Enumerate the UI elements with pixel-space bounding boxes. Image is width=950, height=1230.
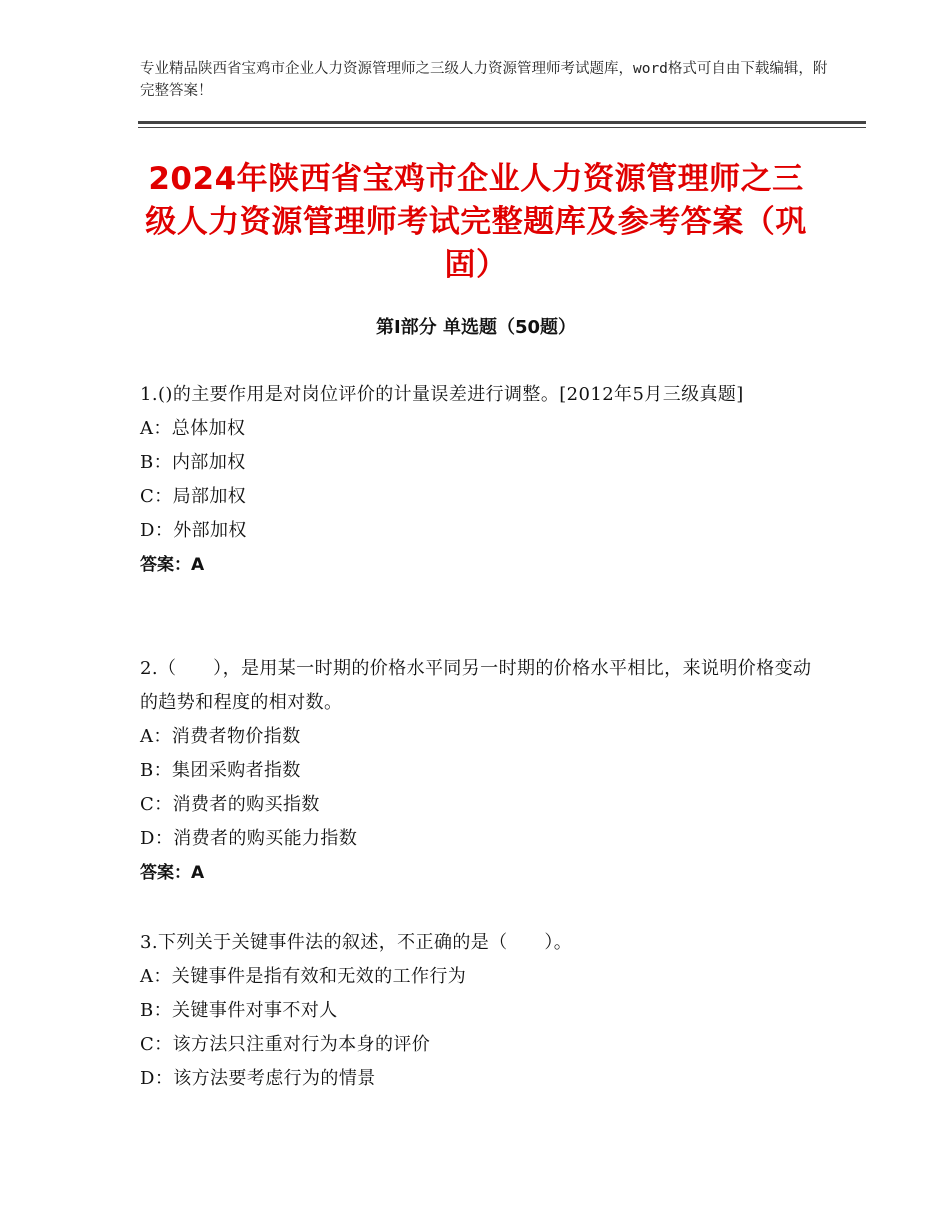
question-2 xyxy=(140,652,820,890)
option-a: A：关键事件是指有效和无效的工作行为 xyxy=(140,966,467,987)
question-stem: 1.()的主要作用是对岗位评价的计量误差进行调整。[2012年5月三级真题] xyxy=(140,384,744,405)
option-d: D：外部加权 xyxy=(140,520,247,541)
option-b: B：关键事件对事不对人 xyxy=(140,1000,338,1021)
question-3 xyxy=(140,926,820,1096)
option-d: D：该方法要考虑行为的情景 xyxy=(140,1068,376,1089)
option-b: B：内部加权 xyxy=(140,452,246,473)
answer-label: 答案：A xyxy=(140,555,205,575)
option-d: D：消费者的购买能力指数 xyxy=(140,828,358,849)
question-1 xyxy=(140,378,820,582)
option-c: C：消费者的购买指数 xyxy=(140,794,320,815)
header-divider-thin xyxy=(138,127,866,128)
option-a: A：消费者物价指数 xyxy=(140,726,301,747)
answer-label: 答案：A xyxy=(140,863,205,883)
option-a: A：总体加权 xyxy=(140,418,246,439)
header-note: 专业精品陕西省宝鸡市企业人力资源管理师之三级人力资源管理师考试题库，word格式可自由下载编辑，附完整答案！ xyxy=(140,61,828,99)
question-stem: 3.下列关于关键事件法的叙述，不正确的是（ ）。 xyxy=(140,932,573,953)
option-c: C：该方法只注重对行为本身的评价 xyxy=(140,1034,431,1055)
option-b: B：集团采购者指数 xyxy=(140,760,301,781)
document-title: 2024年陕西省宝鸡市企业人力资源管理师之三级人力资源管理师考试完整题库及参考答案（巩固） xyxy=(145,161,807,283)
question-stem: 2.（ ），是用某一时期的价格水平同另一时期的价格水平相比，来说明价格变动的趋势和程度的相对数。 xyxy=(140,658,812,713)
header-divider-thick xyxy=(138,121,866,124)
option-c: C：局部加权 xyxy=(140,486,247,507)
section-title: 第Ⅰ部分 单选题（50题） xyxy=(375,317,576,338)
